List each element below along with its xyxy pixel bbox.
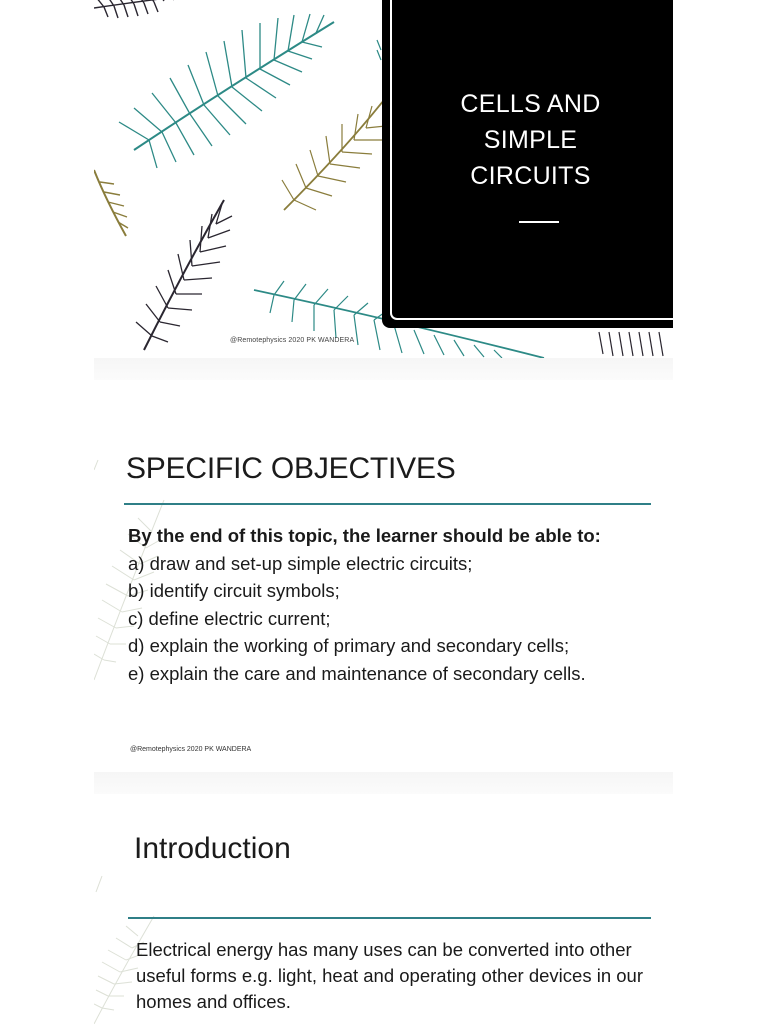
section-heading: Introduction bbox=[134, 832, 291, 865]
objective-item: a) draw and set-up simple electric circuits; bbox=[128, 552, 473, 574]
title-slide bbox=[94, 0, 673, 358]
slide-separator bbox=[94, 772, 673, 794]
title-underline bbox=[519, 221, 559, 223]
objective-item: c) define electric current; bbox=[128, 607, 331, 629]
introduction-slide bbox=[94, 796, 673, 1024]
introduction-paragraph: Electrical energy has many uses can be converted into other useful forms e.g. light, heat and operating other devices in our homes and offices. bbox=[136, 939, 643, 1012]
dark-feather-top bbox=[94, 0, 184, 18]
objectives-lead: By the end of this topic, the learner should be able to: bbox=[128, 525, 601, 546]
teal-feather-large bbox=[119, 14, 334, 168]
olive-feather-left bbox=[94, 170, 128, 236]
slide-title: CELLS AND SIMPLE CIRCUITS bbox=[460, 90, 601, 190]
objective-item: d) explain the working of primary and secondary cells; bbox=[128, 635, 570, 656]
slide-separator bbox=[94, 358, 673, 380]
heading-rule bbox=[124, 503, 651, 505]
title-box bbox=[382, 0, 673, 328]
credit-text: @Remotephysics 2020 PK WANDERA bbox=[130, 746, 252, 753]
heading-rule bbox=[128, 917, 651, 919]
objectives-slide bbox=[94, 380, 673, 772]
olive-feather bbox=[282, 100, 386, 210]
objective-item: e) explain the care and maintenance of secondary cells. bbox=[128, 662, 586, 684]
dark-feather-bottom bbox=[136, 200, 232, 350]
credit-text: @Remotephysics 2020 PK WANDERA bbox=[230, 337, 355, 344]
teal-feather-sliver bbox=[377, 40, 381, 60]
objectives-list bbox=[128, 522, 658, 687]
dark-feather-corner bbox=[599, 332, 663, 356]
objective-item: b) identify circuit symbols; bbox=[128, 580, 340, 601]
section-heading: SPECIFIC OBJECTIVES bbox=[126, 452, 456, 485]
